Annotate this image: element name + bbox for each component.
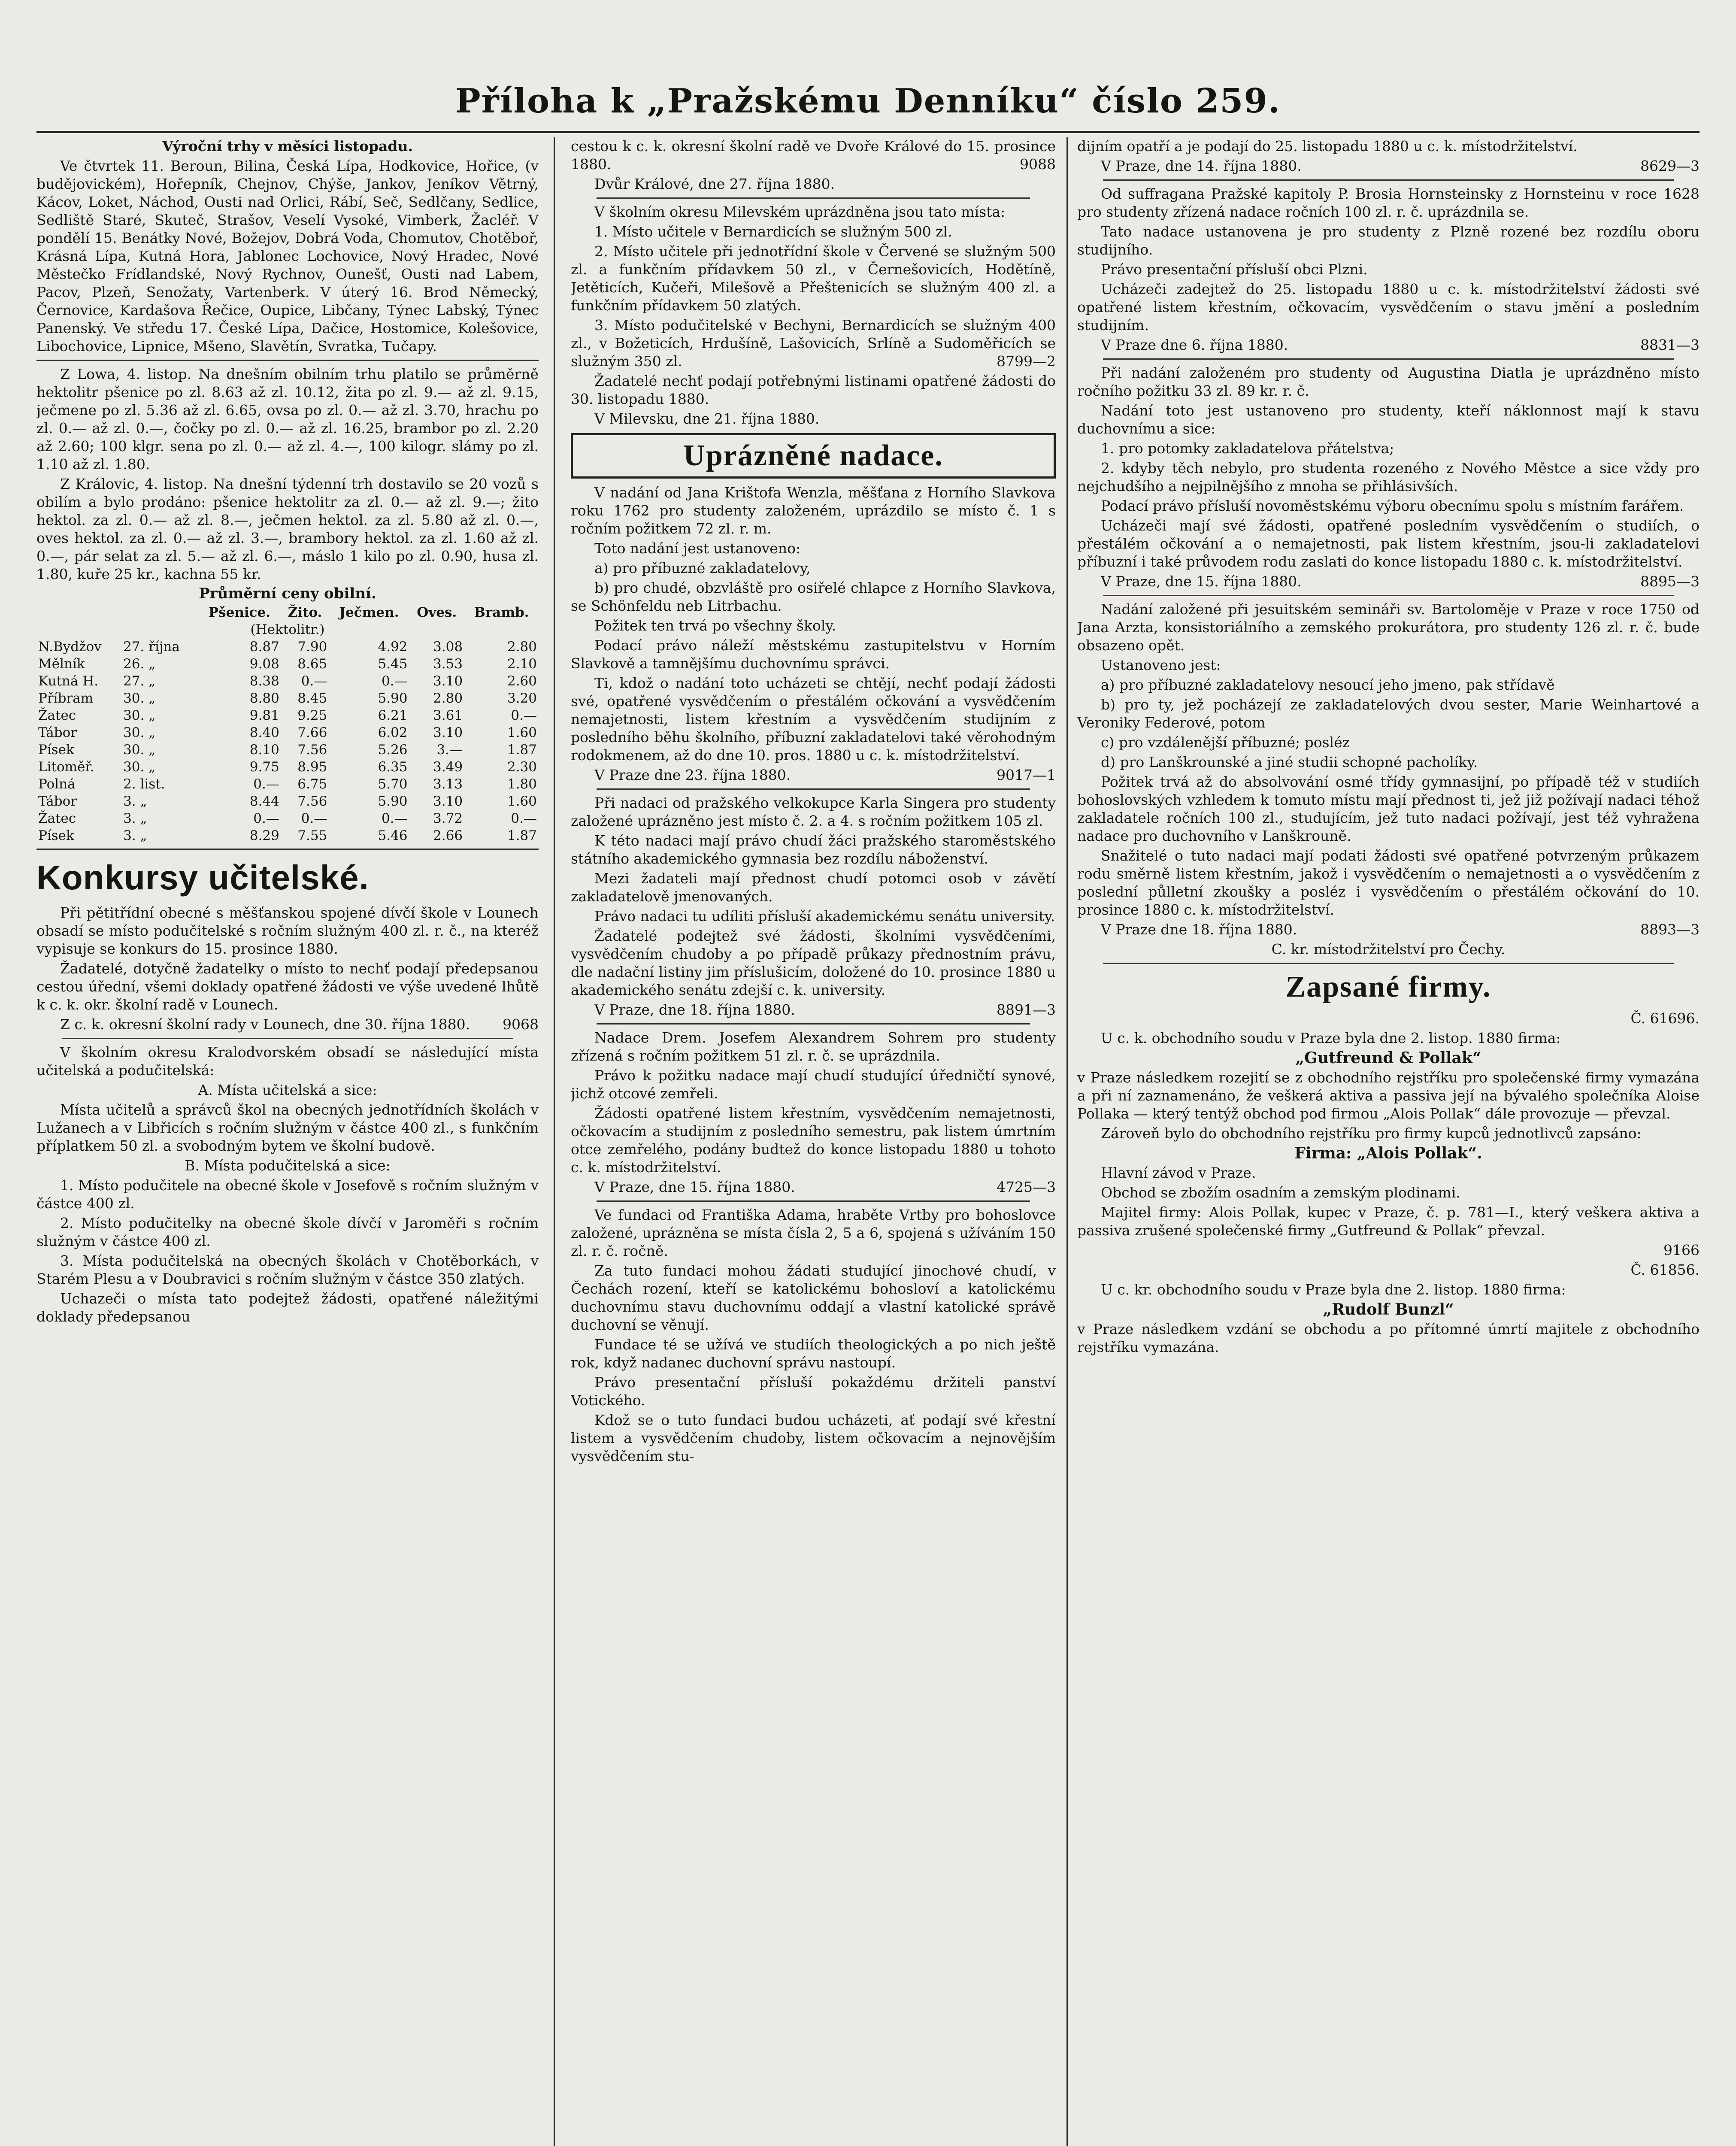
- table-cell: 5.45: [378, 656, 408, 672]
- table-cell: 3. „: [123, 811, 147, 826]
- reference-number: 9166: [1663, 1242, 1700, 1258]
- paragraph: 2. Místo učitele při jednotřídní škole v Červené se služným 500 zl. a funkčním přídavkem 50 zl., v Černešovicích, Hodětíně, Jetěticích, Kučeři, Milešově a Přeštenicích se služným 400 zl. a funkčním přídavkem 50 zlatých.: [571, 243, 1056, 314]
- paragraph: a) pro příbuzné zakladatelovy,: [594, 560, 811, 576]
- table-cell: 2.60: [507, 673, 537, 689]
- paragraph-text: V Praze dne 23. října 1880.: [594, 767, 791, 783]
- reference-number: 9068: [503, 1016, 539, 1033]
- paragraph: Při nadání založeném pro studenty od Augustina Diatla je uprázdněno místo ročního požitku 33 zl. 89 kr. r. č.: [1077, 364, 1700, 399]
- paragraph: b) pro chudé, obzvláště pro osiřelé chlapce z Horního Slavkova, se Schönfeldu neb Litrbachu.: [571, 579, 1056, 614]
- paragraph: Zároveň bylo do obchodního rejstříku pro firmy kupců jednotlivců zapsáno:: [1101, 1125, 1642, 1142]
- table-cell: 7.56: [297, 794, 327, 809]
- table-cell: 30. „: [123, 691, 156, 706]
- paragraph: Nadání toto jest ustanoveno pro studenty, kteří náklonnost mají k stavu duchovnímu a sice:: [1077, 402, 1700, 437]
- paragraph: [36, 1015, 539, 1034]
- paragraph: [571, 1001, 1056, 1019]
- table-cell: Tábor: [38, 794, 77, 809]
- paragraph: Právo presentační přísluší obci Plzni.: [1101, 261, 1368, 278]
- table-cell: 9.25: [297, 708, 327, 723]
- column-3: [1077, 137, 1700, 2146]
- paragraph: Nadání založené při jesuitském semináři sv. Bartoloměje v Praze v roce 1750 od Jana Arzta, konsistoriálního a zemského prokurátora, pro studenty 126 zl. r. č. bude obsazeno opět.: [1077, 601, 1700, 654]
- paragraph: b) pro ty, jež pocházejí ze zakladatelových dvou sester, Marie Weinhartové a Veroniky Federové, potom: [1077, 696, 1700, 731]
- table-cell: 2. list.: [123, 776, 165, 792]
- firm-name: „Rudolf Bunzl“: [1323, 1300, 1454, 1319]
- table-cell: 1.60: [507, 794, 537, 809]
- table-cell: Příbram: [38, 691, 94, 706]
- firm-name: „Gutfreund & Pollak“: [1295, 1049, 1482, 1067]
- paragraph: [1077, 921, 1700, 939]
- reference-number: 9088: [1020, 156, 1056, 173]
- paragraph: Ustanoveno jest:: [1101, 657, 1221, 673]
- grain-prices-title: Průměrní ceny obilní.: [199, 585, 376, 602]
- column-rule-1: [554, 137, 555, 2146]
- table-cell: 3.10: [433, 794, 463, 809]
- table-cell: Písek: [38, 828, 74, 843]
- reference-number: Č. 61696.: [1630, 1010, 1700, 1027]
- paragraph: Od suffragana Pražské kapitoly P. Brosia Hornsteinsky z Hornsteinu v roce 1628 pro studenty zřízená nadace ročních 100 zl. r. č. uprázdnila se.: [1077, 185, 1700, 220]
- paragraph: [571, 137, 1056, 173]
- reference-number: 4725—3: [997, 1179, 1056, 1195]
- header-cell: Bramb.: [474, 605, 529, 620]
- fairs-title: Výroční trhy v měsíci listopadu.: [162, 138, 413, 155]
- table-cell: 3. „: [123, 794, 147, 809]
- divider: [1103, 963, 1674, 964]
- table-cell: 8.10: [249, 742, 279, 758]
- table-row: [36, 810, 539, 827]
- table-cell: 5.70: [378, 776, 408, 792]
- paragraph-text: V Praze dne 6. října 1880.: [1101, 336, 1288, 353]
- table-cell: 7.66: [297, 725, 327, 740]
- paragraph: Při nadaci od pražského velkokupce Karla Singera pro studenty založené uprázněno jest místo č. 2. a 4. s ročním požitkem 105 zl.: [571, 794, 1056, 829]
- table-header-row: [36, 604, 539, 621]
- reference-number: 8629—3: [1640, 158, 1700, 174]
- paragraph: Toto nadání jest ustanoveno:: [594, 540, 801, 557]
- paragraph: A. Místa učitelská a sice:: [198, 1082, 377, 1098]
- table-cell: 0.—: [511, 811, 537, 826]
- paragraph: Právo k požitku nadace mají chudí studující úředničtí synové, jichž otcové zemřeli.: [571, 1067, 1056, 1102]
- table-cell: 9.81: [249, 708, 279, 723]
- paragraph: [571, 766, 1056, 784]
- table-row: [36, 724, 539, 741]
- table-row: [36, 655, 539, 673]
- paragraph: C. kr. místodržitelství pro Čechy.: [1271, 941, 1506, 958]
- firm-name: Firma: „Alois Pollak“.: [1294, 1144, 1482, 1162]
- section-title-nadace: Uprázněné nadace.: [683, 439, 943, 472]
- table-cell: 8.80: [249, 691, 279, 706]
- table-cell: 8.45: [297, 691, 327, 706]
- table-cell: 1.60: [507, 725, 537, 740]
- paragraph: d) pro Lanškrounské a jiné studii schopné pacholíky.: [1101, 754, 1478, 770]
- paragraph: Při pětitřídní obecné s měšťanskou spojené dívčí škole v Lounech obsadí se místo podučitelské s ročním služným 400 zl. r. č., na kteréž vypisuje se konkurs do 15. prosince 1880.: [36, 904, 539, 957]
- paragraph: Žadatelé, dotyčně žadatelky o místo to nechť podají předepsanou cestou úřední, všemi doklady opatřené žádosti ve výše uvedené lhůtě k c. k. okr. školní radě v Lounech.: [36, 960, 539, 1013]
- paragraph: Za tuto fundaci mohou žádati studující jinochové chudí, v Čechách rození, kteří se katolickému bohosloví a katolickému duchovnímu stavu duchovnímu oddají a vlastní katolické správě duchovní se věnují.: [571, 1262, 1056, 1333]
- reference-number: 8891—3: [997, 1001, 1056, 1018]
- paragraph: Žadatelé nechť podají potřebnými listinami opatřené žádosti do 30. listopadu 1880.: [571, 373, 1056, 407]
- paragraph: Žadatelé podejtež své žádosti, školními vysvědčeními, vysvědčením chudoby a po případě průkazy přednostním právu, dle nadační listiny jim příslušicím, doložené do 10. prosince 1880 u akademického senátu zdejší c. k. university.: [571, 928, 1056, 998]
- table-cell: 3.53: [433, 656, 463, 672]
- table-subheader-row: [36, 621, 539, 638]
- paragraph: v Praze následkem vzdání se obchodu a po přítomné úmrtí majitele z obchodního rejstříku vymazána.: [1077, 1321, 1700, 1355]
- reference-number: 8895—3: [1640, 573, 1700, 590]
- table-row: [36, 690, 539, 707]
- paragraph: 2. Místo podučitelky na obecné škole dívčí v Jaroměři s ročním služným v částce 400 zl.: [36, 1215, 539, 1249]
- paragraph: Majitel firmy: Alois Pollak, kupec v Praze, č. p. 781—I., který veškera aktiva a passiva zrušené společenské firmy „Gutfreund & Pollak“ převzal.: [1077, 1204, 1700, 1239]
- paragraph: Obchod se zbožím osadním a zemským plodinami.: [1101, 1184, 1460, 1201]
- section-title-box: [571, 433, 1056, 479]
- paragraph: Kdož se o tuto fundaci budou ucházeti, ať podají své křestní listem a vysvědčením chudoby, listem očkovacím a nejnovějším vysvědčením stu-: [571, 1412, 1056, 1464]
- paragraph: Místa učitelů a správců škol na obecných jednotřídních školách v Lužanech a v Libřicích s ročním služným v částce 400 zl., s funkčním příplatkem 50 zl. a svobodným bytem ve školní budově.: [36, 1101, 539, 1154]
- divider: [1103, 595, 1674, 596]
- paragraph: Požitek ten trvá po všechny školy.: [594, 617, 836, 634]
- paragraph-text: cestou k c. k. okresní školní radě ve Dvoře Králové do 15. prosince 1880.: [571, 138, 1056, 173]
- paragraph-text: V Praze, dne 18. října 1880.: [594, 1001, 795, 1018]
- header-cell: Žito.: [288, 605, 322, 620]
- table-cell: Kutná H.: [38, 673, 99, 689]
- header-cell: Oves.: [417, 605, 457, 620]
- reference-number: 8831—3: [1640, 336, 1700, 353]
- header-cell: [121, 604, 198, 621]
- grain-prices-body: [36, 638, 539, 844]
- paragraph: c) pro vzdálenější příbuzné; posléz: [1101, 734, 1350, 751]
- table-cell: 5.90: [378, 691, 408, 706]
- table-cell: 8.65: [297, 656, 327, 672]
- table-cell: 3.10: [433, 725, 463, 740]
- table-row: [36, 673, 539, 690]
- table-row: [36, 707, 539, 724]
- table-cell: 4.92: [378, 639, 408, 655]
- table-cell: 8.40: [249, 725, 279, 740]
- paragraph: 2. kdyby těch nebylo, pro studenta rozeného z Nového Městce a sice vždy pro nejchudšího a nejpilnějšího z mnoha se přihlásivších.: [1077, 460, 1700, 494]
- table-cell: 7.56: [297, 742, 327, 758]
- paragraph: [1077, 573, 1700, 591]
- grain-prices-table: [36, 604, 539, 844]
- table-cell: 3. „: [123, 828, 147, 843]
- paragraph: 1. Místo podučitele na obecné škole v Josefově s ročním služným v částce 400 zl.: [36, 1177, 539, 1212]
- table-cell: 30. „: [123, 742, 156, 758]
- paragraph: Právo nadaci tu udíliti přísluší akademickému senátu university.: [594, 908, 1055, 924]
- masthead: Příloha k „Pražskému Denníku“ číslo 259.: [455, 82, 1281, 121]
- column-rule-2: [1066, 137, 1068, 2146]
- table-cell: 3.—: [436, 742, 463, 758]
- table-cell: 27. „: [123, 673, 156, 689]
- paragraph: V Milevsku, dne 21. října 1880.: [594, 410, 820, 427]
- table-cell: 7.90: [297, 639, 327, 655]
- table-cell: 7.55: [297, 828, 327, 843]
- table-cell: Mělník: [38, 656, 85, 672]
- paragraph: U c. k. obchodního soudu v Praze byla dne 2. listop. 1880 firma:: [1101, 1030, 1561, 1046]
- table-cell: 0.—: [511, 708, 537, 723]
- table-cell: 5.26: [378, 742, 408, 758]
- paragraph: 1. pro potomky zakladatelova přátelstva;: [1101, 440, 1394, 457]
- header-cell: Ječmen.: [339, 605, 399, 620]
- table-row: [36, 758, 539, 776]
- paragraph: U c. kr. obchodního soudu v Praze byla dne 2. listop. 1880 firma:: [1101, 1281, 1566, 1298]
- table-cell: 3.20: [507, 691, 537, 706]
- table-cell: 8.44: [249, 794, 279, 809]
- table-cell: 1.87: [507, 742, 537, 758]
- table-cell: 2.80: [433, 691, 463, 706]
- table-cell: 30. „: [123, 725, 156, 740]
- table-cell: 0.—: [253, 776, 279, 792]
- table-cell: 2.10: [507, 656, 537, 672]
- table-row: [36, 638, 539, 655]
- table-cell: 9.75: [249, 759, 279, 775]
- paragraph: Podací právo přísluší novoměstskému výboru obecnímu spolu s místním farářem.: [1101, 497, 1684, 514]
- paragraph-text: V Praze, dne 15. října 1880.: [1101, 573, 1302, 590]
- table-cell: 0.—: [301, 673, 327, 689]
- table-row: [36, 793, 539, 810]
- table-cell: 5.90: [378, 794, 408, 809]
- paragraph: V nadání od Jana Krištofa Wenzla, měšťana z Horního Slavkova roku 1762 pro studenty založeném, uprázdilo se místo č. 1 s ročním požitkem 72 zl. r. m.: [571, 484, 1056, 537]
- divider: [597, 1200, 1030, 1202]
- paragraph: Právo presentační přísluší pokaždému držiteli panství Votického.: [571, 1374, 1056, 1409]
- divider: [597, 788, 1030, 790]
- section-title-konkursy: Konkursy učitelské.: [36, 858, 369, 897]
- table-cell: 6.35: [378, 759, 408, 775]
- paragraph: Požitek trvá až do absolvování osmé třídy gymnasijní, po případě též v studiích bohoslovských vzhledem k tomuto místu mají přednost ti, jež již požívají nadaci téhož zakladatele ročních 100 zl., studujícím, jež tuto nadaci požívají, jest též vyhražena nadace pro duchovního v Lanškrouně.: [1077, 773, 1700, 844]
- table-cell: 0.—: [253, 811, 279, 826]
- paragraph: Hlavní závod v Praze.: [1101, 1164, 1256, 1181]
- table-row: [36, 827, 539, 844]
- paragraph-text: V Praze, dne 15. října 1880.: [594, 1179, 795, 1195]
- table-cell: Tábor: [38, 725, 77, 740]
- paragraph: K této nadaci mají právo chudí žáci pražského staroměstského státního akademického gymnasia bez rozdílu náboženství.: [571, 832, 1056, 867]
- table-cell: 8.38: [249, 673, 279, 689]
- paragraph: 1. Místo učitele v Bernardicích se služným 500 zl.: [594, 223, 952, 240]
- paragraph: [1077, 157, 1700, 175]
- table-cell: Písek: [38, 742, 74, 758]
- table-cell: 6.75: [297, 776, 327, 792]
- paragraph: Ve fundaci od Františka Adama, hraběte Vrtby pro bohoslovce založené, uprázněna se místa čísla 2, 5 a 6, spojená s užíváním 150 zl. r. č. ročně.: [571, 1206, 1056, 1259]
- paragraph-text: 3. Místo podučitelské v Bechyni, Bernardicích se služným 400 zl., v Božeticích, Hrdušíně, Lašovicích, Srlíně a Sudoměřicích se služným 350 zl.: [571, 317, 1056, 370]
- table-cell: Žatec: [38, 811, 76, 826]
- divider: [597, 197, 1030, 199]
- reference-number: 8799—2: [997, 353, 1056, 370]
- table-row: [36, 776, 539, 793]
- table-cell: 3.13: [433, 776, 463, 792]
- divider: [62, 1038, 513, 1039]
- paragraph: a) pro příbuzné zakladatelovy nesoucí jeho jmeno, pak střídavě: [1101, 676, 1555, 693]
- divider: [597, 1023, 1030, 1025]
- paragraph: dijním opatří a je podají do 25. listopadu 1880 u c. k. místodržitelství.: [1077, 138, 1578, 155]
- paragraph: B. Místa podučitelská a sice:: [185, 1157, 391, 1174]
- paragraph: Snažitelé o tuto nadaci mají podati žádosti své opatřené potvrzeným průkazem rodu směrně listem křestním, jakož i vysvědčením o nemajetnosti a o vysvědčením z poslední půlletní zkoušky a posléz i vysvědčením o přestálém očkování do 10. prosince 1880 c. k. místodržitelství.: [1077, 847, 1700, 918]
- divider: [1103, 179, 1674, 181]
- paragraph: Ucházeči zadejtež do 25. listopadu 1880 u c. k. místodržitelství žádosti své opatřené listem křestním, očkovacím, vysvědčením o stavu jmění a posledním studijním.: [1077, 281, 1700, 333]
- paragraph: V školním okresu Milevském uprázdněna jsou tato místa:: [594, 203, 1006, 220]
- table-cell: 3.61: [433, 708, 463, 723]
- table-cell: 30. „: [123, 759, 156, 775]
- paragraph: Podací právo náleží městskému zastupitelstvu v Horním Slavkově a tamnějšímu duchovnímu správci.: [571, 637, 1056, 672]
- table-cell: N.Bydžov: [38, 639, 102, 655]
- table-cell: 26. „: [123, 656, 156, 672]
- paragraph: Mezi žadateli mají přednost chudí potomci osob v závětí zakladatelově jmenovaných.: [571, 870, 1056, 905]
- table-cell: 8.95: [297, 759, 327, 775]
- market-report-kralovice: Z Královic, 4. listop. Na dnešní týdenní trh dostavilo se 20 vozů s obilím a bylo prodáno: pšenice hektolitr za zl. 0.— až zl. 9.—; žito hektol. za zl. 0.— až zl. 8.—, ječmen hektol. za zl. 5.80 až zl. 0.—, oves hektol. za zl. 0.— až zl. 3.—, brambory hektol. za zl. 1.60 až zl. 0.—, pár selat za zl. 5.— až zl. 6.—, máslo 1 kilo po zl. 0.90, husa zl. 1.80, kuře 25 kr., kachna 55 kr.: [36, 476, 539, 582]
- table-cell: Polná: [38, 776, 76, 792]
- paragraph-text: V Praze dne 18. října 1880.: [1101, 921, 1297, 938]
- header-cell: Pšenice.: [208, 605, 271, 620]
- table-cell: 27. října: [123, 639, 180, 655]
- table-cell: 8.87: [249, 639, 279, 655]
- table-row: [36, 741, 539, 758]
- table-cell: 3.49: [433, 759, 463, 775]
- divider: [1103, 358, 1674, 360]
- paragraph: Nadace Drem. Josefem Alexandrem Sohrem pro studenty zřízená s ročním požitkem 51 zl. r. č. se uprázdnila.: [571, 1029, 1056, 1064]
- unit-label: (Hektolitr.): [250, 622, 325, 637]
- table-cell: 1.87: [507, 828, 537, 843]
- divider: [36, 360, 539, 361]
- reference-number: 9017—1: [997, 767, 1056, 783]
- table-cell: 3.08: [433, 639, 463, 655]
- table-cell: 3.72: [433, 811, 463, 826]
- table-cell: 0.—: [301, 811, 327, 826]
- table-cell: 0.—: [381, 673, 408, 689]
- paragraph: Tato nadace ustanovena je pro studenty z Plzně rozené bez rozdílu oboru studijního.: [1077, 223, 1700, 258]
- paragraph-text: Z c. k. okresní školní rady v Lounech, dne 30. října 1880.: [60, 1016, 470, 1033]
- paragraph: 3. Místa podučitelská na obecných školách v Chotěborkách, v Starém Plesu a v Doubravici s ročním služným v částce 350 zlatých.: [36, 1252, 539, 1287]
- paragraph: Fundace té se užívá ve studiích theologických a po nich ještě rok, když nadanec duchovní správu nastoupí.: [571, 1336, 1056, 1371]
- table-cell: 30. „: [123, 708, 156, 723]
- table-cell: 2.30: [507, 759, 537, 775]
- paragraph: Dvůr Králové, dne 27. října 1880.: [594, 176, 835, 192]
- table-cell: Litoměř.: [38, 759, 94, 775]
- header-cell: [36, 604, 121, 621]
- paragraph-text: V Praze, dne 14. října 1880.: [1101, 158, 1302, 174]
- table-cell: 9.08: [249, 656, 279, 672]
- paragraph: [571, 1178, 1056, 1196]
- table-cell: 2.66: [433, 828, 463, 843]
- reference-number: 8893—3: [1640, 921, 1700, 938]
- paragraph: V školním okresu Kralodvorském obsadí se následující místa učitelská a podučitelská:: [36, 1044, 539, 1079]
- table-cell: Žatec: [38, 708, 76, 723]
- paragraph: Ti, kdož o nadání toto ucházeti se chtějí, nechť podají žádosti své, opatřené vysvědčením o přestálém očkování a vysvědčením nemajetnosti, listem křestním a vysvědčením studijním z posledního běhu školního, příbuzní zakladatelovi také věrohodným rodokmenem, až do dne 10. pros. 1880 u c. k. místodržitelství.: [571, 675, 1056, 764]
- paragraph: [571, 316, 1056, 370]
- column-2: [571, 137, 1056, 2146]
- paragraph: v Praze následkem rozejití se z obchodního rejstříku pro společenské firmy vymazána a při ní zaznamenáno, že veškerá aktiva a passiva její na bývalého společníka Aloise Pollaka — který tentýž obchod pod firmou „Alois Pollak“ dále provozuje — převzal.: [1077, 1069, 1700, 1122]
- table-cell: 1.80: [507, 776, 537, 792]
- fairs-text: Ve čtvrtek 11. Beroun, Bilina, Česká Lípa, Hodkovice, Hořice, (v budějovickém), Hořepník, Chejnov, Chýše, Jankov, Jeníkov Větrný, Kácov, Loket, Náchod, Ousti nad Orlici, Rábí, Seč, Sedlčany, Sedlice, Sedliště Staré, Skuteč, Strašov, Veselí Vysoké, Vimberk, Žacléř. V pondělí 15. Benátky Nové, Božejov, Dobrá Voda, Chomutov, Chotěboř, Krásná Lípa, Kutná Hora, Jablonec Lochovice, Nový Hradec, Nové Městečko Frídlandské, Nový Rychnov, Ounešť, Ousti nad Labem, Pacov, Plzeň, Senožaty, Vartenberk. V úterý 16. Brod Německý, Černovice, Kardašova Řečice, Oupice, Libčany, Týnec Labský, Týnec Panenský. Ve středu 17. České Lípa, Dačice, Hostomice, Kolešovice, Libochovice, Lipnice, Mšeno, Slavětín, Svratka, Tučapy.: [36, 158, 539, 355]
- table-cell: 0.—: [381, 811, 408, 826]
- paragraph: [1077, 336, 1700, 354]
- paragraph: Uchazeči o místa tato podejtež žádosti, opatřené náležitými doklady předepsanou: [36, 1290, 539, 1325]
- market-report-lowa: Z Lowa, 4. listop. Na dnešním obilním trhu platilo se průměrně hektolitr pšenice po zl. 8.63 až zl. 10.12, žita po zl. 9.— až zl. 9.15, ječmene po zl. 5.36 až zl. 6.65, ovsa po zl. 0.— až zl. 3.70, hrachu po zl. 0.— až zl. 0.—, čočky po zl. 0.— až zl. 16.25, brambor po zl. 2.20 až 2.60; 100 klgr. sena po zl. 0.— až zl. 4.—, 100 kilogr. slámy po zl. 1.10 až zl. 1.80.: [36, 366, 539, 473]
- reference-number: Č. 61856.: [1630, 1261, 1700, 1278]
- column-1: [36, 137, 539, 2146]
- divider: [36, 849, 539, 850]
- top-rule: [36, 131, 1700, 133]
- table-cell: 8.29: [249, 828, 279, 843]
- paragraph: Žádosti opatřené listem křestním, vysvědčením nemajetnosti, očkovacím a studijním z posledního semestru, pak listem úmrtním otce zemřelého, podány budtež do konce listopadu 1880 u tohoto c. k. místodržitelství.: [571, 1105, 1056, 1176]
- table-cell: 2.80: [507, 639, 537, 655]
- paragraph: Ucházeči mají své žádosti, opatřené posledním vysvědčením o studiích, o přestálém očkování a o nemajetnosti, pak listem křestním, jsou-li zakladatelovi příbuzní i také průvodem rodu zaslati do konce listopadu 1880 c. k. místodržitelství.: [1077, 517, 1700, 570]
- table-cell: 6.02: [378, 725, 408, 740]
- section-title-firmy: Zapsané firmy.: [1285, 970, 1491, 1003]
- table-cell: 5.46: [378, 828, 408, 843]
- table-cell: 3.10: [433, 673, 463, 689]
- table-cell: 6.21: [378, 708, 408, 723]
